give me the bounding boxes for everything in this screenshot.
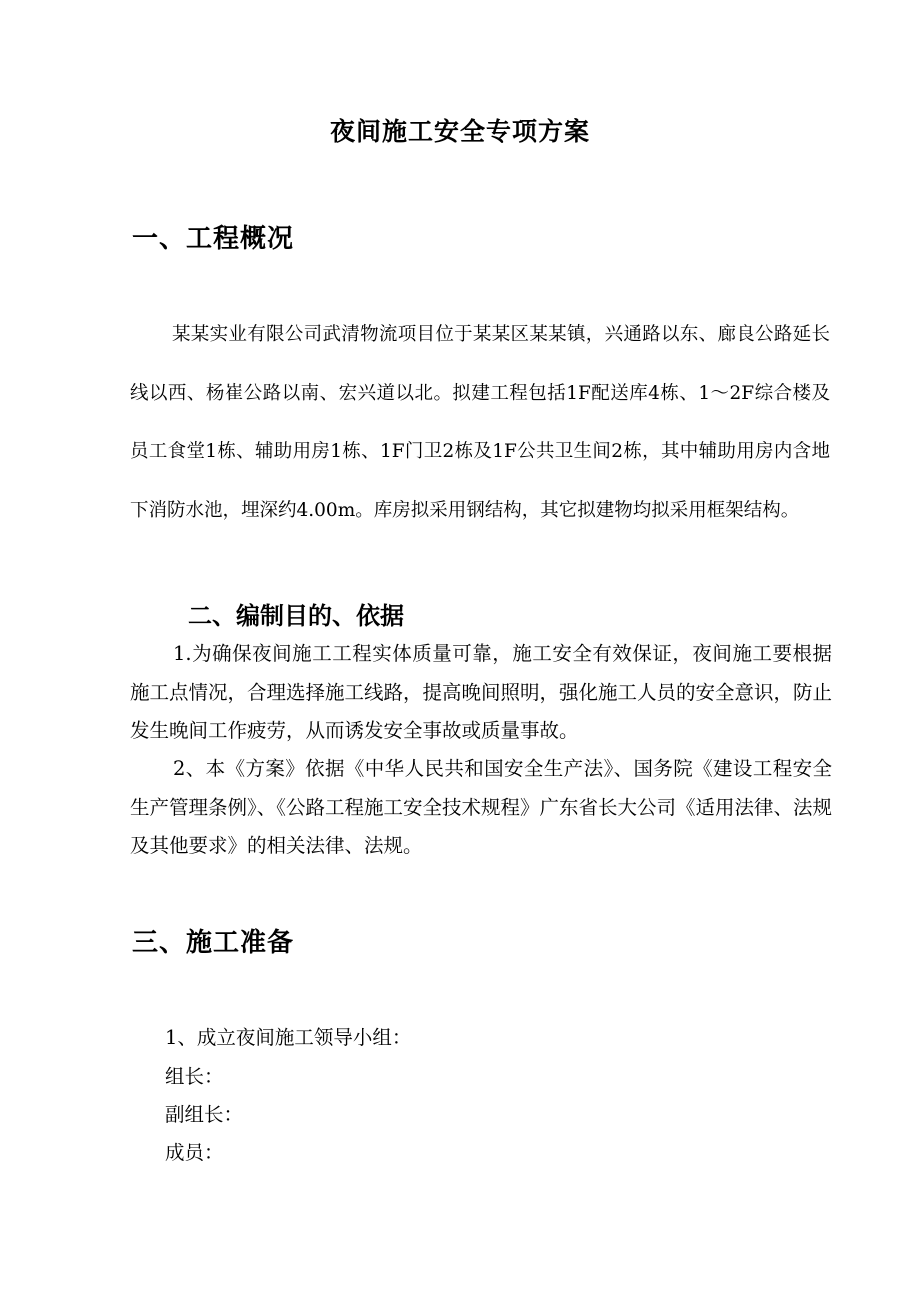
section-3-item-1: 1、成立夜间施工领导小组： [165, 1026, 412, 1049]
deputy-leader-label: 副组长： [165, 1103, 244, 1126]
section-2-item-1: 1.为确保夜间施工工程实体质量可靠，施工安全有效保证，夜间施工要根据施工点情况，合理选择施工线路，提高晚间照明，强化施工人员的安全意识，防止发生晚间工作疲劳，从而诱发安全事故或质量事故。 [130, 642, 833, 742]
section-1-heading: 一、工程概况 [132, 224, 295, 254]
section-1-paragraph: 某某实业有限公司武清物流项目位于某某区某某镇，兴通路以东、廊良公路延长线以西、杨崔公路以南、宏兴道以北。拟建工程包括1F配送库4栋、1～2F综合楼及员工食堂1栋、辅助用房1栋、1F门卫2栋及1F公共卫生间2栋，其中辅助用房内含地下消防水池，埋深约4.00m。库房拟采用钢结构，其它拟建物均拟采用框架结构。 [130, 324, 830, 521]
leader-label: 组长： [165, 1065, 224, 1088]
document-title: 夜间施工安全专项方案 [329, 117, 590, 146]
section-2-item-2: 2、本《方案》依据《中华人民共和国安全生产法》、国务院《建设工程安全生产管理条例》、《公路工程施工安全技术规程》广东省长大公司《适用法律、法规及其他要求》的相关法律、法规。 [130, 757, 833, 857]
members-label: 成员： [165, 1141, 224, 1164]
section-3-heading: 三、施工准备 [132, 928, 295, 958]
section-2-heading: 二、编制目的、依据 [188, 602, 404, 630]
